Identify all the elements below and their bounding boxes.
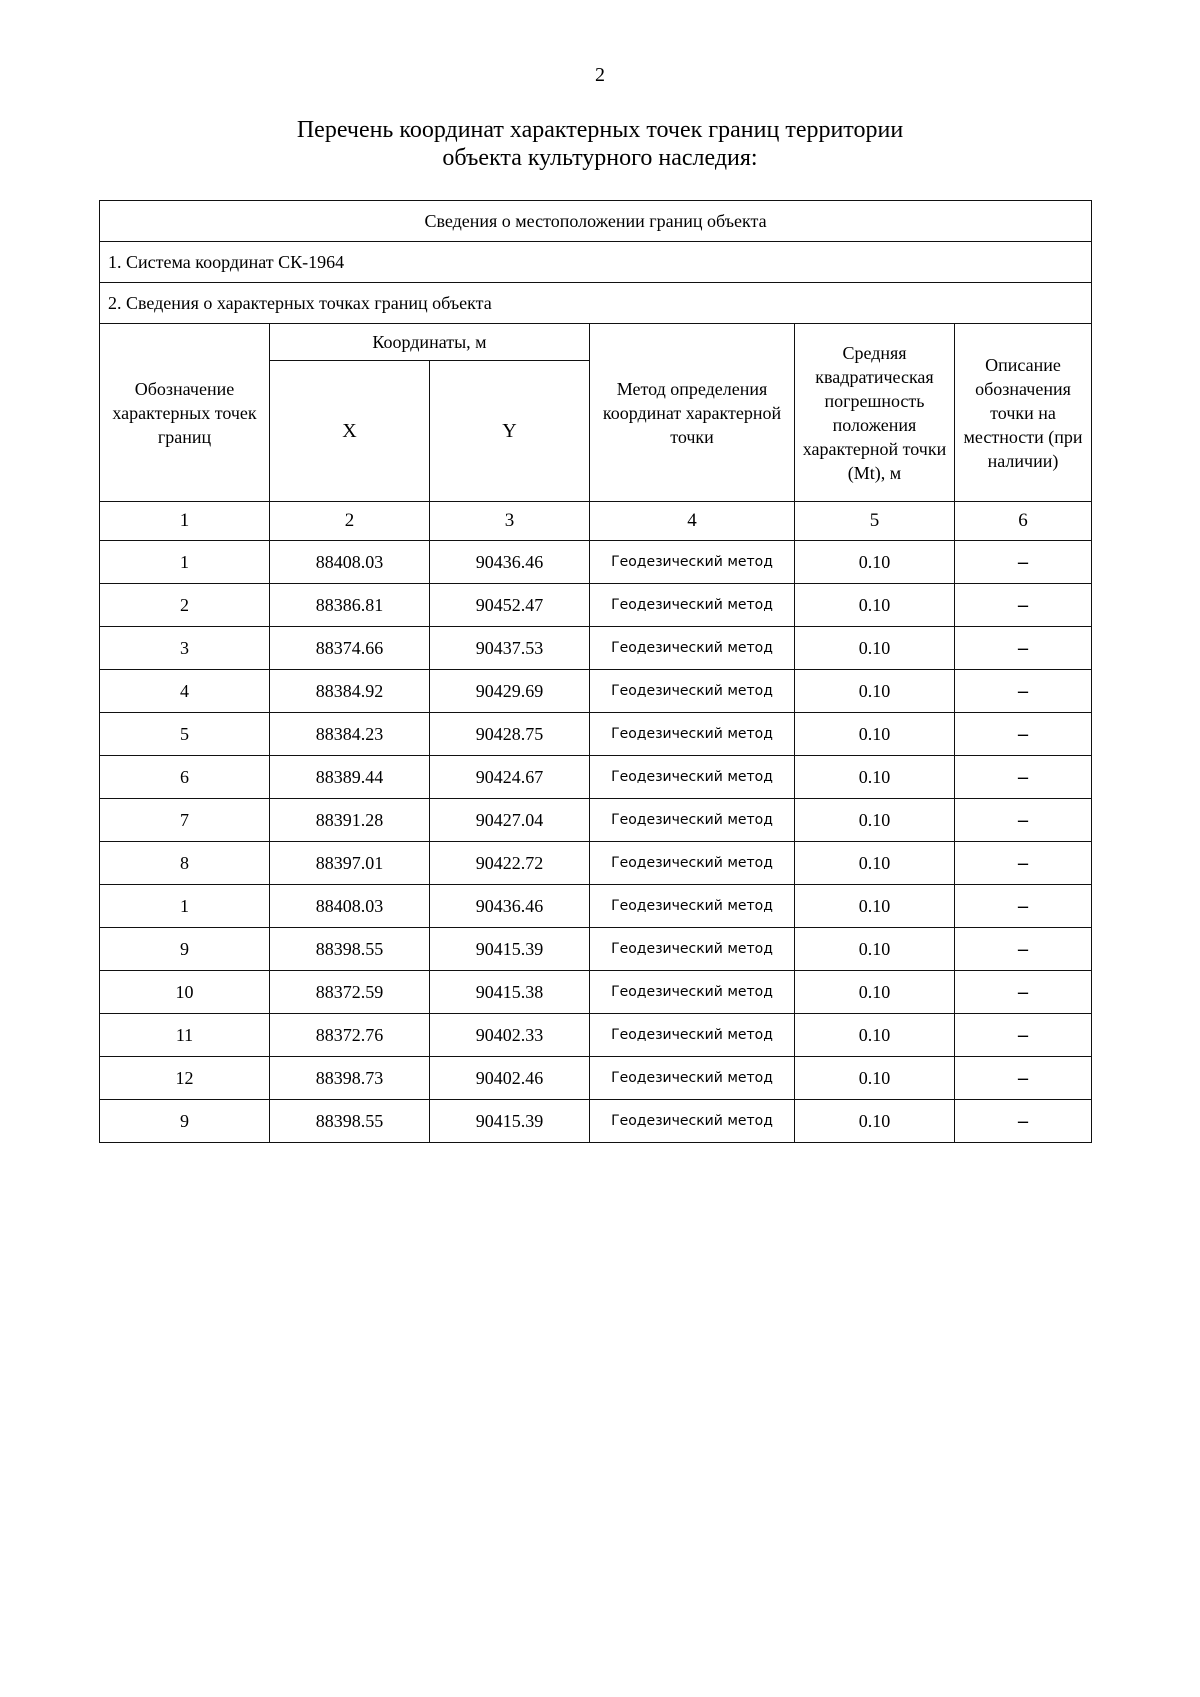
- table-row: [100, 756, 1092, 799]
- table-row: [100, 713, 1092, 756]
- column-number: 5: [795, 502, 955, 541]
- description-cell: –: [955, 842, 1092, 885]
- error-cell: 0.10: [795, 627, 955, 670]
- x-coordinate-cell: 88372.59: [270, 971, 430, 1014]
- point-cell: 11: [100, 1014, 270, 1057]
- error-cell: 0.10: [795, 885, 955, 928]
- table-row: [100, 1057, 1092, 1100]
- column-header-description: Описание обозначения точки на местности (при наличии): [955, 324, 1092, 502]
- column-number: 1: [100, 502, 270, 541]
- point-cell: 8: [100, 842, 270, 885]
- description-cell: –: [955, 928, 1092, 971]
- description-cell: –: [955, 1057, 1092, 1100]
- description-cell: –: [955, 670, 1092, 713]
- table-row: [100, 928, 1092, 971]
- column-number: 4: [590, 502, 795, 541]
- x-coordinate-cell: 88398.73: [270, 1057, 430, 1100]
- method-cell: Геодезический метод: [590, 928, 795, 971]
- x-coordinate-cell: 88397.01: [270, 842, 430, 885]
- x-coordinate-cell: 88386.81: [270, 584, 430, 627]
- error-cell: 0.10: [795, 670, 955, 713]
- table-row: [100, 1100, 1092, 1143]
- y-coordinate-cell: 90429.69: [430, 670, 590, 713]
- description-cell: –: [955, 885, 1092, 928]
- column-number: 6: [955, 502, 1092, 541]
- point-cell: 9: [100, 928, 270, 971]
- y-coordinate-cell: 90415.39: [430, 928, 590, 971]
- description-cell: –: [955, 1100, 1092, 1143]
- column-number: 2: [270, 502, 430, 541]
- description-cell: –: [955, 1014, 1092, 1057]
- column-header-y: Y: [430, 361, 590, 502]
- method-cell: Геодезический метод: [590, 799, 795, 842]
- method-cell: Геодезический метод: [590, 1057, 795, 1100]
- point-cell: 7: [100, 799, 270, 842]
- title-line-2: объекта культурного наследия:: [442, 145, 758, 171]
- y-coordinate-cell: 90424.67: [430, 756, 590, 799]
- error-cell: 0.10: [795, 928, 955, 971]
- y-coordinate-cell: 90427.04: [430, 799, 590, 842]
- y-coordinate-cell: 90415.38: [430, 971, 590, 1014]
- table-row: [100, 627, 1092, 670]
- error-cell: 0.10: [795, 541, 955, 584]
- table-row: [100, 842, 1092, 885]
- column-header-coordinates: Координаты, м: [270, 324, 590, 361]
- y-coordinate-cell: 90402.33: [430, 1014, 590, 1057]
- method-cell: Геодезический метод: [590, 627, 795, 670]
- method-cell: Геодезический метод: [590, 756, 795, 799]
- table-row: [100, 885, 1092, 928]
- method-cell: Геодезический метод: [590, 885, 795, 928]
- method-cell: Геодезический метод: [590, 584, 795, 627]
- x-coordinate-cell: 88408.03: [270, 885, 430, 928]
- description-cell: –: [955, 971, 1092, 1014]
- boundary-coordinates-table: [99, 200, 1092, 1143]
- column-header-designation: Обозначение характерных точек границ: [100, 324, 270, 502]
- points-header: 2. Сведения о характерных точках границ объекта: [100, 283, 1092, 324]
- table-row: [100, 1014, 1092, 1057]
- y-coordinate-cell: 90436.46: [430, 541, 590, 584]
- table-row: [100, 670, 1092, 713]
- point-cell: 5: [100, 713, 270, 756]
- y-coordinate-cell: 90422.72: [430, 842, 590, 885]
- x-coordinate-cell: 88398.55: [270, 1100, 430, 1143]
- x-coordinate-cell: 88391.28: [270, 799, 430, 842]
- error-cell: 0.10: [795, 584, 955, 627]
- method-cell: Геодезический метод: [590, 713, 795, 756]
- method-cell: Геодезический метод: [590, 842, 795, 885]
- x-coordinate-cell: 88389.44: [270, 756, 430, 799]
- point-cell: 4: [100, 670, 270, 713]
- x-coordinate-cell: 88384.23: [270, 713, 430, 756]
- table-row: [100, 584, 1092, 627]
- y-coordinate-cell: 90402.46: [430, 1057, 590, 1100]
- point-cell: 2: [100, 584, 270, 627]
- document-title: [0, 116, 1200, 172]
- point-cell: 10: [100, 971, 270, 1014]
- description-cell: –: [955, 713, 1092, 756]
- x-coordinate-cell: 88384.92: [270, 670, 430, 713]
- column-header-method: Метод определения координат характерной точки: [590, 324, 795, 502]
- table-row: [100, 799, 1092, 842]
- x-coordinate-cell: 88372.76: [270, 1014, 430, 1057]
- x-coordinate-cell: 88374.66: [270, 627, 430, 670]
- error-cell: 0.10: [795, 1014, 955, 1057]
- method-cell: Геодезический метод: [590, 670, 795, 713]
- column-header-error: Средняя квадратическая погрешность положения характерной точки (Mt), м: [795, 324, 955, 502]
- method-cell: Геодезический метод: [590, 541, 795, 584]
- page-number: 2: [595, 64, 605, 86]
- method-cell: Геодезический метод: [590, 971, 795, 1014]
- method-cell: Геодезический метод: [590, 1100, 795, 1143]
- y-coordinate-cell: 90452.47: [430, 584, 590, 627]
- column-number-row: [100, 502, 1092, 541]
- coordinate-system: 1. Система координат СК-1964: [100, 242, 1092, 283]
- method-cell: Геодезический метод: [590, 1014, 795, 1057]
- description-cell: –: [955, 541, 1092, 584]
- point-cell: 12: [100, 1057, 270, 1100]
- error-cell: 0.10: [795, 799, 955, 842]
- table-row: [100, 971, 1092, 1014]
- error-cell: 0.10: [795, 756, 955, 799]
- error-cell: 0.10: [795, 1057, 955, 1100]
- description-cell: –: [955, 799, 1092, 842]
- error-cell: 0.10: [795, 842, 955, 885]
- x-coordinate-cell: 88398.55: [270, 928, 430, 971]
- error-cell: 0.10: [795, 1100, 955, 1143]
- error-cell: 0.10: [795, 971, 955, 1014]
- y-coordinate-cell: 90437.53: [430, 627, 590, 670]
- description-cell: –: [955, 756, 1092, 799]
- point-cell: 1: [100, 885, 270, 928]
- x-coordinate-cell: 88408.03: [270, 541, 430, 584]
- section-header: Сведения о местоположении границ объекта: [100, 201, 1092, 242]
- y-coordinate-cell: 90415.39: [430, 1100, 590, 1143]
- title-line-1: Перечень координат характерных точек границ территории: [296, 117, 904, 143]
- y-coordinate-cell: 90436.46: [430, 885, 590, 928]
- point-cell: 1: [100, 541, 270, 584]
- point-cell: 9: [100, 1100, 270, 1143]
- point-cell: 3: [100, 627, 270, 670]
- y-coordinate-cell: 90428.75: [430, 713, 590, 756]
- error-cell: 0.10: [795, 713, 955, 756]
- column-header-x: X: [270, 361, 430, 502]
- description-cell: –: [955, 584, 1092, 627]
- column-number: 3: [430, 502, 590, 541]
- table-row: [100, 541, 1092, 584]
- description-cell: –: [955, 627, 1092, 670]
- point-cell: 6: [100, 756, 270, 799]
